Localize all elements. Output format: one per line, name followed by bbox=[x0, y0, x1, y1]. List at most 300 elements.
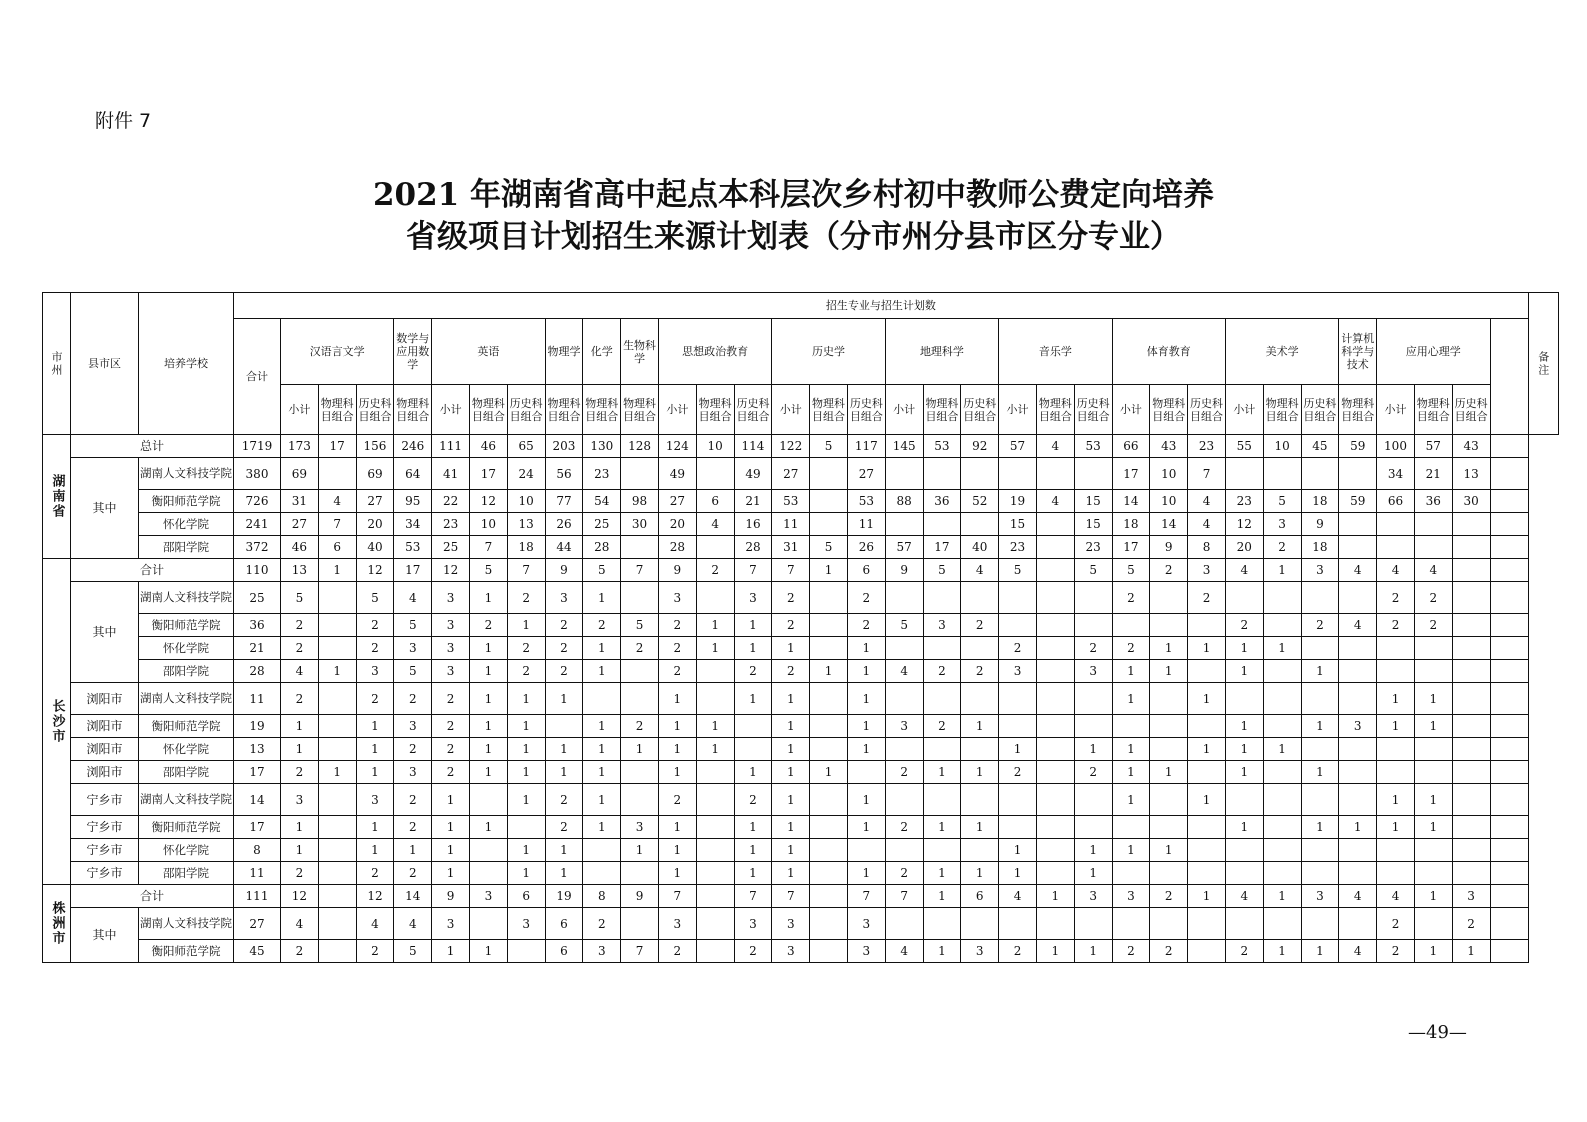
remark-cell bbox=[1490, 908, 1528, 940]
value-cell: 2 bbox=[961, 660, 999, 683]
value-cell bbox=[1188, 761, 1226, 784]
value-cell: 1 bbox=[658, 816, 696, 839]
value-cell: 1 bbox=[772, 637, 810, 660]
school-cell: 衡阳师范学院 bbox=[139, 816, 234, 839]
value-cell bbox=[1263, 683, 1301, 715]
header-sub: 物理科目组合 bbox=[923, 385, 961, 435]
value-cell bbox=[1339, 637, 1377, 660]
value-cell: 1 bbox=[1112, 660, 1150, 683]
value-cell bbox=[1263, 458, 1301, 490]
value-cell bbox=[1074, 908, 1112, 940]
value-cell bbox=[734, 715, 772, 738]
value-cell bbox=[469, 908, 507, 940]
value-cell bbox=[885, 458, 923, 490]
value-cell: 13 bbox=[507, 513, 545, 536]
value-cell bbox=[1263, 761, 1301, 784]
value-cell: 1 bbox=[923, 885, 961, 908]
value-cell: 1 bbox=[810, 559, 848, 582]
value-cell bbox=[885, 839, 923, 862]
value-cell: 5 bbox=[923, 559, 961, 582]
value-cell: 7 bbox=[621, 559, 659, 582]
value-cell: 56 bbox=[545, 458, 583, 490]
value-cell bbox=[1074, 816, 1112, 839]
value-cell bbox=[1414, 839, 1452, 862]
header-school: 培养学校 bbox=[139, 293, 234, 435]
value-cell bbox=[810, 908, 848, 940]
value-cell bbox=[1339, 458, 1377, 490]
value-cell bbox=[923, 908, 961, 940]
header-sub: 小计 bbox=[1225, 385, 1263, 435]
county-cell: 其中 bbox=[71, 908, 139, 963]
value-cell: 1 bbox=[1150, 637, 1188, 660]
value-cell: 36 bbox=[234, 614, 281, 637]
value-cell: 28 bbox=[234, 660, 281, 683]
table-row bbox=[43, 559, 1559, 582]
remark-cell bbox=[1490, 614, 1528, 637]
value-cell: 57 bbox=[885, 536, 923, 559]
value-cell: 5 bbox=[810, 435, 848, 458]
value-cell: 2 bbox=[356, 683, 394, 715]
value-cell: 4 bbox=[1339, 940, 1377, 963]
value-cell: 15 bbox=[1074, 490, 1112, 513]
value-cell: 1 bbox=[847, 816, 885, 839]
value-cell bbox=[885, 784, 923, 816]
header-sub: 历史科目组合 bbox=[734, 385, 772, 435]
value-cell: 26 bbox=[847, 536, 885, 559]
value-cell: 1 bbox=[1225, 816, 1263, 839]
value-cell bbox=[1377, 738, 1415, 761]
value-cell: 2 bbox=[1225, 940, 1263, 963]
value-cell: 12 bbox=[432, 559, 470, 582]
value-cell bbox=[696, 683, 734, 715]
value-cell: 2 bbox=[1377, 908, 1415, 940]
value-cell: 1 bbox=[923, 940, 961, 963]
remark-cell bbox=[1490, 761, 1528, 784]
value-cell bbox=[1452, 715, 1490, 738]
value-cell bbox=[999, 715, 1037, 738]
value-cell: 3 bbox=[583, 940, 621, 963]
value-cell: 1 bbox=[658, 839, 696, 862]
value-cell: 2 bbox=[999, 761, 1037, 784]
value-cell bbox=[1036, 637, 1074, 660]
value-cell bbox=[1225, 862, 1263, 885]
value-cell bbox=[696, 839, 734, 862]
value-cell: 2 bbox=[545, 637, 583, 660]
value-cell: 2 bbox=[432, 761, 470, 784]
value-cell: 10 bbox=[1150, 490, 1188, 513]
value-cell: 5 bbox=[1074, 559, 1112, 582]
value-cell: 7 bbox=[507, 559, 545, 582]
value-cell: 2 bbox=[394, 738, 432, 761]
value-cell bbox=[1188, 660, 1226, 683]
value-cell: 7 bbox=[772, 885, 810, 908]
value-cell: 2 bbox=[772, 614, 810, 637]
value-cell: 25 bbox=[583, 513, 621, 536]
value-cell: 1 bbox=[469, 715, 507, 738]
value-cell: 2 bbox=[545, 660, 583, 683]
header-major-group: 招生专业与招生计划数 bbox=[234, 293, 1529, 319]
value-cell: 2 bbox=[1414, 582, 1452, 614]
value-cell: 17 bbox=[234, 761, 281, 784]
value-cell: 2 bbox=[621, 715, 659, 738]
value-cell: 2 bbox=[281, 940, 319, 963]
value-cell: 45 bbox=[234, 940, 281, 963]
value-cell bbox=[1414, 536, 1452, 559]
value-cell: 2 bbox=[1225, 614, 1263, 637]
table-row bbox=[43, 637, 1559, 660]
value-cell: 1 bbox=[432, 784, 470, 816]
value-cell bbox=[1036, 614, 1074, 637]
value-cell: 1 bbox=[356, 839, 394, 862]
value-cell bbox=[1301, 862, 1339, 885]
value-cell: 14 bbox=[234, 784, 281, 816]
header-major: 生物科学 bbox=[621, 319, 659, 385]
value-cell bbox=[885, 582, 923, 614]
value-cell bbox=[1150, 862, 1188, 885]
value-cell bbox=[961, 683, 999, 715]
value-cell: 2 bbox=[1150, 885, 1188, 908]
value-cell: 3 bbox=[847, 908, 885, 940]
value-cell bbox=[696, 885, 734, 908]
table-row bbox=[43, 582, 1559, 614]
value-cell: 1 bbox=[281, 839, 319, 862]
remark-cell bbox=[1490, 683, 1528, 715]
value-cell bbox=[318, 458, 356, 490]
header-major: 体育教育 bbox=[1112, 319, 1225, 385]
value-cell: 1 bbox=[999, 862, 1037, 885]
value-cell: 25 bbox=[432, 536, 470, 559]
value-cell: 2 bbox=[658, 614, 696, 637]
value-cell: 10 bbox=[507, 490, 545, 513]
value-cell: 2 bbox=[281, 683, 319, 715]
value-cell: 372 bbox=[234, 536, 281, 559]
value-cell: 1 bbox=[507, 683, 545, 715]
value-cell: 7 bbox=[885, 885, 923, 908]
header-major: 汉语言文学 bbox=[281, 319, 394, 385]
value-cell: 3 bbox=[356, 784, 394, 816]
value-cell: 1 bbox=[1112, 738, 1150, 761]
table-row bbox=[43, 816, 1559, 839]
value-cell bbox=[1036, 513, 1074, 536]
table-row bbox=[43, 784, 1559, 816]
value-cell bbox=[1225, 908, 1263, 940]
value-cell: 2 bbox=[1112, 940, 1150, 963]
header-sub: 物理科目组合 bbox=[583, 385, 621, 435]
value-cell: 34 bbox=[1377, 458, 1415, 490]
value-cell bbox=[621, 458, 659, 490]
remark-cell bbox=[1490, 715, 1528, 738]
value-cell bbox=[318, 715, 356, 738]
value-cell: 17 bbox=[1112, 458, 1150, 490]
value-cell: 4 bbox=[1377, 559, 1415, 582]
value-cell: 1 bbox=[734, 862, 772, 885]
value-cell bbox=[1263, 839, 1301, 862]
value-cell bbox=[696, 816, 734, 839]
value-cell: 17 bbox=[394, 559, 432, 582]
city-cell: 株洲市 bbox=[43, 885, 71, 963]
value-cell bbox=[318, 582, 356, 614]
value-cell: 6 bbox=[545, 908, 583, 940]
header-major: 历史学 bbox=[772, 319, 885, 385]
value-cell: 9 bbox=[1301, 513, 1339, 536]
header-sub: 历史科目组合 bbox=[356, 385, 394, 435]
value-cell bbox=[1036, 784, 1074, 816]
value-cell: 1 bbox=[1036, 885, 1074, 908]
value-cell bbox=[1263, 582, 1301, 614]
county-cell: 宁乡市 bbox=[71, 784, 139, 816]
value-cell: 5 bbox=[621, 614, 659, 637]
value-cell: 1 bbox=[1263, 738, 1301, 761]
header-sub: 物理科目组合 bbox=[696, 385, 734, 435]
value-cell: 1 bbox=[1074, 862, 1112, 885]
value-cell: 53 bbox=[394, 536, 432, 559]
value-cell: 23 bbox=[1074, 536, 1112, 559]
header-county: 县市区 bbox=[71, 293, 139, 435]
value-cell: 2 bbox=[469, 614, 507, 637]
value-cell bbox=[1414, 908, 1452, 940]
value-cell: 12 bbox=[356, 885, 394, 908]
value-cell bbox=[1452, 582, 1490, 614]
value-cell: 2 bbox=[281, 614, 319, 637]
value-cell: 1 bbox=[281, 715, 319, 738]
value-cell: 1 bbox=[734, 637, 772, 660]
value-cell: 1 bbox=[847, 862, 885, 885]
value-cell: 1 bbox=[1452, 940, 1490, 963]
value-cell: 114 bbox=[734, 435, 772, 458]
value-cell: 5 bbox=[1112, 559, 1150, 582]
value-cell bbox=[507, 816, 545, 839]
value-cell: 5 bbox=[394, 614, 432, 637]
value-cell: 1 bbox=[1074, 940, 1112, 963]
value-cell bbox=[318, 839, 356, 862]
value-cell: 1 bbox=[847, 784, 885, 816]
header-sub: 历史科目组合 bbox=[1074, 385, 1112, 435]
value-cell: 20 bbox=[356, 513, 394, 536]
value-cell: 1 bbox=[507, 761, 545, 784]
value-cell: 31 bbox=[281, 490, 319, 513]
value-cell bbox=[1452, 839, 1490, 862]
value-cell: 2 bbox=[885, 761, 923, 784]
value-cell: 64 bbox=[394, 458, 432, 490]
value-cell: 241 bbox=[234, 513, 281, 536]
value-cell: 4 bbox=[696, 513, 734, 536]
value-cell: 1 bbox=[658, 683, 696, 715]
value-cell: 1 bbox=[1414, 940, 1452, 963]
value-cell: 54 bbox=[583, 490, 621, 513]
value-cell: 1 bbox=[281, 816, 319, 839]
value-cell: 1 bbox=[583, 715, 621, 738]
value-cell: 15 bbox=[1074, 513, 1112, 536]
value-cell bbox=[1036, 715, 1074, 738]
table-row bbox=[43, 513, 1559, 536]
value-cell: 2 bbox=[281, 761, 319, 784]
value-cell bbox=[1301, 683, 1339, 715]
value-cell bbox=[1414, 738, 1452, 761]
value-cell: 1 bbox=[469, 683, 507, 715]
value-cell bbox=[847, 761, 885, 784]
value-cell bbox=[1339, 862, 1377, 885]
value-cell: 1 bbox=[583, 660, 621, 683]
value-cell: 1 bbox=[772, 839, 810, 862]
value-cell: 59 bbox=[1339, 435, 1377, 458]
table-row bbox=[43, 738, 1559, 761]
value-cell: 9 bbox=[658, 559, 696, 582]
value-cell bbox=[696, 582, 734, 614]
value-cell: 1 bbox=[1074, 839, 1112, 862]
value-cell: 1 bbox=[696, 738, 734, 761]
value-cell bbox=[810, 862, 848, 885]
value-cell: 3 bbox=[432, 908, 470, 940]
value-cell: 1 bbox=[545, 738, 583, 761]
value-cell: 1 bbox=[469, 761, 507, 784]
value-cell: 2 bbox=[621, 637, 659, 660]
value-cell: 3 bbox=[1263, 513, 1301, 536]
value-cell: 28 bbox=[583, 536, 621, 559]
school-cell: 邵阳学院 bbox=[139, 761, 234, 784]
value-cell: 59 bbox=[1339, 490, 1377, 513]
value-cell: 3 bbox=[1339, 715, 1377, 738]
value-cell bbox=[961, 908, 999, 940]
value-cell bbox=[1225, 458, 1263, 490]
value-cell: 1 bbox=[1414, 816, 1452, 839]
value-cell: 2 bbox=[923, 715, 961, 738]
value-cell: 2 bbox=[432, 683, 470, 715]
value-cell bbox=[621, 536, 659, 559]
remark-cell bbox=[1490, 940, 1528, 963]
value-cell bbox=[1452, 513, 1490, 536]
value-cell: 1 bbox=[734, 839, 772, 862]
value-cell: 1 bbox=[1112, 839, 1150, 862]
value-cell: 6 bbox=[696, 490, 734, 513]
value-cell: 4 bbox=[1188, 490, 1226, 513]
value-cell bbox=[885, 637, 923, 660]
value-cell bbox=[810, 614, 848, 637]
value-cell: 17 bbox=[923, 536, 961, 559]
value-cell: 1 bbox=[847, 683, 885, 715]
header-major: 物理学 bbox=[545, 319, 583, 385]
value-cell: 1 bbox=[1377, 816, 1415, 839]
value-cell: 2 bbox=[1377, 582, 1415, 614]
value-cell bbox=[810, 582, 848, 614]
county-cell: 浏阳市 bbox=[71, 761, 139, 784]
value-cell: 100 bbox=[1377, 435, 1415, 458]
value-cell: 3 bbox=[545, 582, 583, 614]
value-cell: 7 bbox=[318, 513, 356, 536]
header-sub: 历史科目组合 bbox=[507, 385, 545, 435]
value-cell bbox=[1074, 683, 1112, 715]
value-cell bbox=[1263, 660, 1301, 683]
header-major: 地理科学 bbox=[885, 319, 998, 385]
value-cell: 5 bbox=[810, 536, 848, 559]
header-sub: 物理科目组合 bbox=[810, 385, 848, 435]
value-cell bbox=[318, 816, 356, 839]
value-cell: 1 bbox=[1225, 637, 1263, 660]
value-cell bbox=[621, 862, 659, 885]
value-cell bbox=[1074, 715, 1112, 738]
remark-cell bbox=[1490, 490, 1528, 513]
value-cell bbox=[318, 614, 356, 637]
value-cell bbox=[961, 513, 999, 536]
value-cell bbox=[1225, 582, 1263, 614]
header-sub: 小计 bbox=[658, 385, 696, 435]
value-cell: 1 bbox=[507, 839, 545, 862]
value-cell bbox=[961, 839, 999, 862]
value-cell: 2 bbox=[281, 862, 319, 885]
value-cell bbox=[1263, 614, 1301, 637]
value-cell: 25 bbox=[234, 582, 281, 614]
value-cell: 726 bbox=[234, 490, 281, 513]
value-cell bbox=[1263, 784, 1301, 816]
value-cell: 2 bbox=[734, 660, 772, 683]
value-cell: 1 bbox=[1150, 660, 1188, 683]
value-cell: 2 bbox=[923, 660, 961, 683]
value-cell: 1 bbox=[318, 559, 356, 582]
value-cell: 22 bbox=[432, 490, 470, 513]
value-cell bbox=[1339, 513, 1377, 536]
attachment-label: 附件 7 bbox=[95, 110, 152, 132]
value-cell bbox=[1074, 458, 1112, 490]
value-cell: 9 bbox=[545, 559, 583, 582]
value-cell: 18 bbox=[1301, 490, 1339, 513]
value-cell bbox=[1339, 536, 1377, 559]
value-cell: 1 bbox=[734, 761, 772, 784]
value-cell: 4 bbox=[999, 885, 1037, 908]
header-major: 音乐学 bbox=[999, 319, 1112, 385]
value-cell: 44 bbox=[545, 536, 583, 559]
header-total: 合计 bbox=[234, 319, 281, 435]
value-cell: 4 bbox=[1188, 513, 1226, 536]
value-cell: 1 bbox=[583, 784, 621, 816]
value-cell: 1 bbox=[1225, 761, 1263, 784]
value-cell bbox=[1301, 784, 1339, 816]
value-cell: 1 bbox=[507, 862, 545, 885]
value-cell: 2 bbox=[696, 559, 734, 582]
value-cell: 21 bbox=[234, 637, 281, 660]
value-cell: 14 bbox=[394, 885, 432, 908]
value-cell: 3 bbox=[394, 637, 432, 660]
value-cell bbox=[1225, 839, 1263, 862]
value-cell bbox=[885, 738, 923, 761]
value-cell: 3 bbox=[432, 614, 470, 637]
value-cell bbox=[1414, 637, 1452, 660]
table-row bbox=[43, 458, 1559, 490]
value-cell: 53 bbox=[847, 490, 885, 513]
value-cell: 55 bbox=[1225, 435, 1263, 458]
value-cell bbox=[1377, 862, 1415, 885]
header-city: 市州 bbox=[43, 293, 71, 435]
school-cell: 邵阳学院 bbox=[139, 862, 234, 885]
header-sub: 小计 bbox=[281, 385, 319, 435]
value-cell: 1 bbox=[1225, 660, 1263, 683]
value-cell: 2 bbox=[356, 862, 394, 885]
value-cell: 2 bbox=[734, 940, 772, 963]
value-cell: 3 bbox=[772, 908, 810, 940]
value-cell bbox=[1225, 683, 1263, 715]
value-cell: 19 bbox=[999, 490, 1037, 513]
value-cell: 69 bbox=[356, 458, 394, 490]
value-cell: 53 bbox=[1074, 435, 1112, 458]
value-cell: 41 bbox=[432, 458, 470, 490]
value-cell: 43 bbox=[1150, 435, 1188, 458]
value-cell: 2 bbox=[394, 683, 432, 715]
value-cell: 1 bbox=[696, 715, 734, 738]
value-cell bbox=[696, 660, 734, 683]
header-major: 化学 bbox=[583, 319, 621, 385]
value-cell: 1 bbox=[469, 637, 507, 660]
value-cell: 12 bbox=[356, 559, 394, 582]
value-cell bbox=[469, 839, 507, 862]
school-cell: 怀化学院 bbox=[139, 839, 234, 862]
